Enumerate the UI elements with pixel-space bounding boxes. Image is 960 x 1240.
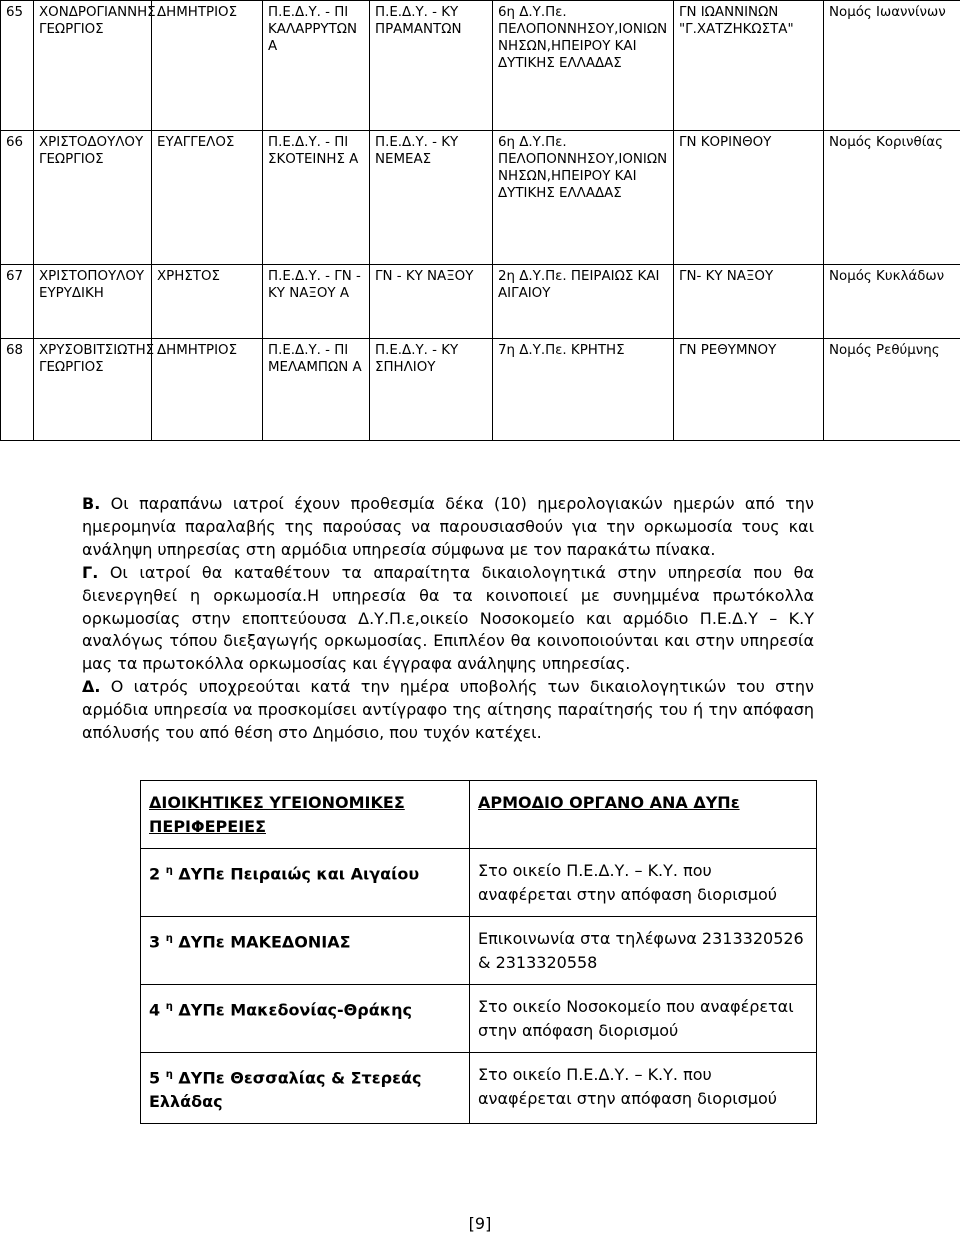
region-cell [141,917,470,985]
paragraph-b-text: Οι παραπάνω ιατροί έχουν προθεσμία δέκα (10) ημερολογιακών ημερών από την ημερομηνία παραλαβής της παρούσας να παρουσιασθούν για την ορκωμοσία τους και ανάληψη υπηρεσίας στη αρμόδια υπηρεσία σύμφωνα με τον παρακάτω πίνακα. [82,494,814,559]
paragraph-g-label: Γ. [82,562,99,582]
organ-cell: Στο οικείο Νοσοκομείο που αναφέρεται στην απόφαση διορισμού [470,985,817,1053]
region-number: 3 [149,932,161,952]
hospital-cell: ΓΝ ΚΟΡΙΝΘΟΥ [674,131,824,265]
authority-row [141,985,817,1053]
page-number: [9] [468,1214,492,1233]
surname-cell: ΧΟΝΔΡΟΓΙΑΝΝΗΣ ΓΕΩΡΓΙΟΣ [34,1,152,131]
to-unit-cell: Π.Ε.Δ.Υ. - ΚΥ ΝΕΜΕΑΣ [370,131,493,265]
region-number: 2 [149,864,161,884]
surname-cell: ΧΡΙΣΤΟΔΟΥΛΟΥ ΓΕΩΡΓΙΟΣ [34,131,152,265]
to-unit-cell: ΓΝ - ΚΥ ΝΑΞΟΥ [370,265,493,339]
row-number: 66 [1,131,34,265]
table-row [1,265,960,339]
region-ordinal: η [165,1069,173,1080]
name-cell: ΔΗΜΗΤΡΙΟΣ [152,1,263,131]
region-ordinal: η [165,865,173,876]
authority-row [141,849,817,917]
region-cell [141,985,470,1053]
surname-cell: ΧΡΙΣΤΟΠΟΥΛΟΥ ΕΥΡΥΔΙΚΗ [34,265,152,339]
dype-cell: 7η Δ.Υ.Πε. ΚΡΗΤΗΣ [493,339,674,441]
prefecture-cell: Νομός Κυκλάδων [824,265,960,339]
region-cell [141,849,470,917]
name-cell: ΧΡΗΣΤΟΣ [152,265,263,339]
region-number: 4 [149,1000,161,1020]
from-unit-cell: Π.Ε.Δ.Υ. - ΠΙ ΣΚΟΤΕΙΝΗΣ Α [263,131,370,265]
region-name: ΔΥΠε Θεσσαλίας & Στερεάς Ελλάδας [149,1068,422,1111]
authority-header-right: ΑΡΜΟΔΙΟ ΟΡΓΑΝΟ ΑΝΑ ΔΥΠε [470,781,817,849]
authority-header-row [141,781,817,849]
surname-cell: ΧΡΥΣΟΒΙΤΣΙΩΤΗΣ ΓΕΩΡΓΙΟΣ [34,339,152,441]
authority-header-left: ΔΙΟΙΚΗΤΙΚΕΣ ΥΓΕΙΟΝΟΜΙΚΕΣ ΠΕΡΙΦΕΡΕΙΕΣ [141,781,470,849]
prefecture-cell: Νομός Ιωαννίνων [824,1,960,131]
region-name: ΔΥΠε Πειραιώς και Αιγαίου [178,864,420,884]
region-ordinal: η [165,1001,173,1012]
row-number: 68 [1,339,34,441]
paragraph-b-label: Β. [82,494,101,513]
prefecture-cell: Νομός Κορινθίας [824,131,960,265]
paragraph-g [82,562,814,677]
paragraph-d-label: Δ. [82,677,101,697]
organ-cell: Στο οικείο Π.Ε.Δ.Υ. – Κ.Υ. που αναφέρεται στην απόφαση διορισμού [470,849,817,917]
dype-cell: 2η Δ.Υ.Πε. ΠΕΙΡΑΙΩΣ ΚΑΙ ΑΙΓΑΙΟΥ [493,265,674,339]
region-cell [141,1053,470,1124]
prefecture-cell: Νομός Ρεθύμνης [824,339,960,441]
region-number: 5 [149,1068,161,1088]
dype-cell: 6η Δ.Υ.Πε. ΠΕΛΟΠΟΝΝΗΣΟΥ,ΙΟΝΙΩΝ ΝΗΣΩΝ,ΗΠΕΙΡΟΥ ΚΑΙ ΔΥΤΙΚΗΣ ΕΛΛΑΔΑΣ [493,131,674,265]
name-cell: ΕΥΑΓΓΕΛΟΣ [152,131,263,265]
from-unit-cell: Π.Ε.Δ.Υ. - ΓΝ - ΚΥ ΝΑΞΟΥ Α [263,265,370,339]
table-row [1,1,960,131]
authority-row [141,917,817,985]
paragraph-d-text: Ο ιατρός υποχρεούται κατά την ημέρα υποβολής των δικαιολογητικών του στην αρμόδια υπηρεσία να προσκομίσει αντίγραφο της αίτησης παραίτησής του ή την απόφαση απόλυσής του από θέση στο Δημόσιο, που τυχόν κατέχει. [82,677,814,743]
hospital-cell: ΓΝ ΙΩΑΝΝΙΝΩΝ "Γ.ΧΑΤΖΗΚΩΣΤΑ" [674,1,824,131]
paragraph-d [82,676,814,745]
name-cell: ΔΗΜΗΤΡΙΟΣ [152,339,263,441]
instructions-text [82,493,814,745]
authority-row [141,1053,817,1124]
region-ordinal: η [165,933,173,944]
region-name: ΔΥΠε Μακεδονίας-Θράκης [178,1000,412,1020]
row-number: 67 [1,265,34,339]
paragraph-b [82,493,814,562]
table-row [1,131,960,265]
hospital-cell: ΓΝ- ΚΥ ΝΑΞΟΥ [674,265,824,339]
organ-cell: Στο οικείο Π.Ε.Δ.Υ. – Κ.Υ. που αναφέρεται στην απόφαση διορισμού [470,1053,817,1124]
appointments-table [0,0,960,441]
region-name: ΔΥΠε ΜΑΚΕΔΟΝΙΑΣ [178,932,351,952]
table-row [1,339,960,441]
row-number: 65 [1,1,34,131]
paragraph-g-text: Οι ιατροί θα καταθέτουν τα απαραίτητα δικαιολογητικά στην υπηρεσία που θα διενεργηθεί η ορκωμοσία.Η υπηρεσία θα τα κοινοποιεί με συνημμένα πρωτόκολλα ορκωμοσίας στην εποπτεύουσα Δ.Υ.Π.ε,οικείο Νοσοκομείο και αρμόδιο Π.Ε.Δ.Υ – Κ.Υ αναλόγως τόπου διεξαγωγής ορκωμοσίας. Επιπλέον θα κοινοποιούνται και στην υπηρεσία μας τα πρωτοκόλλα ορκωμοσίας και έγγραφα ανάληψης υπηρεσίας. [82,562,814,674]
to-unit-cell: Π.Ε.Δ.Υ. - ΚΥ ΠΡΑΜΑΝΤΩΝ [370,1,493,131]
from-unit-cell: Π.Ε.Δ.Υ. - ΠΙ ΜΕΛΑΜΠΩΝ Α [263,339,370,441]
from-unit-cell: Π.Ε.Δ.Υ. - ΠΙ ΚΑΛΑΡΡΥΤΩΝ Α [263,1,370,131]
organ-cell: Επικοινωνία στα τηλέφωνα 2313320526 & 2313320558 [470,917,817,985]
dype-cell: 6η Δ.Υ.Πε. ΠΕΛΟΠΟΝΝΗΣΟΥ,ΙΟΝΙΩΝ ΝΗΣΩΝ,ΗΠΕΙΡΟΥ ΚΑΙ ΔΥΤΙΚΗΣ ΕΛΛΑΔΑΣ [493,1,674,131]
to-unit-cell: Π.Ε.Δ.Υ. - ΚΥ ΣΠΗΛΙΟΥ [370,339,493,441]
authority-table [140,780,817,1124]
hospital-cell: ΓΝ ΡΕΘΥΜΝΟΥ [674,339,824,441]
